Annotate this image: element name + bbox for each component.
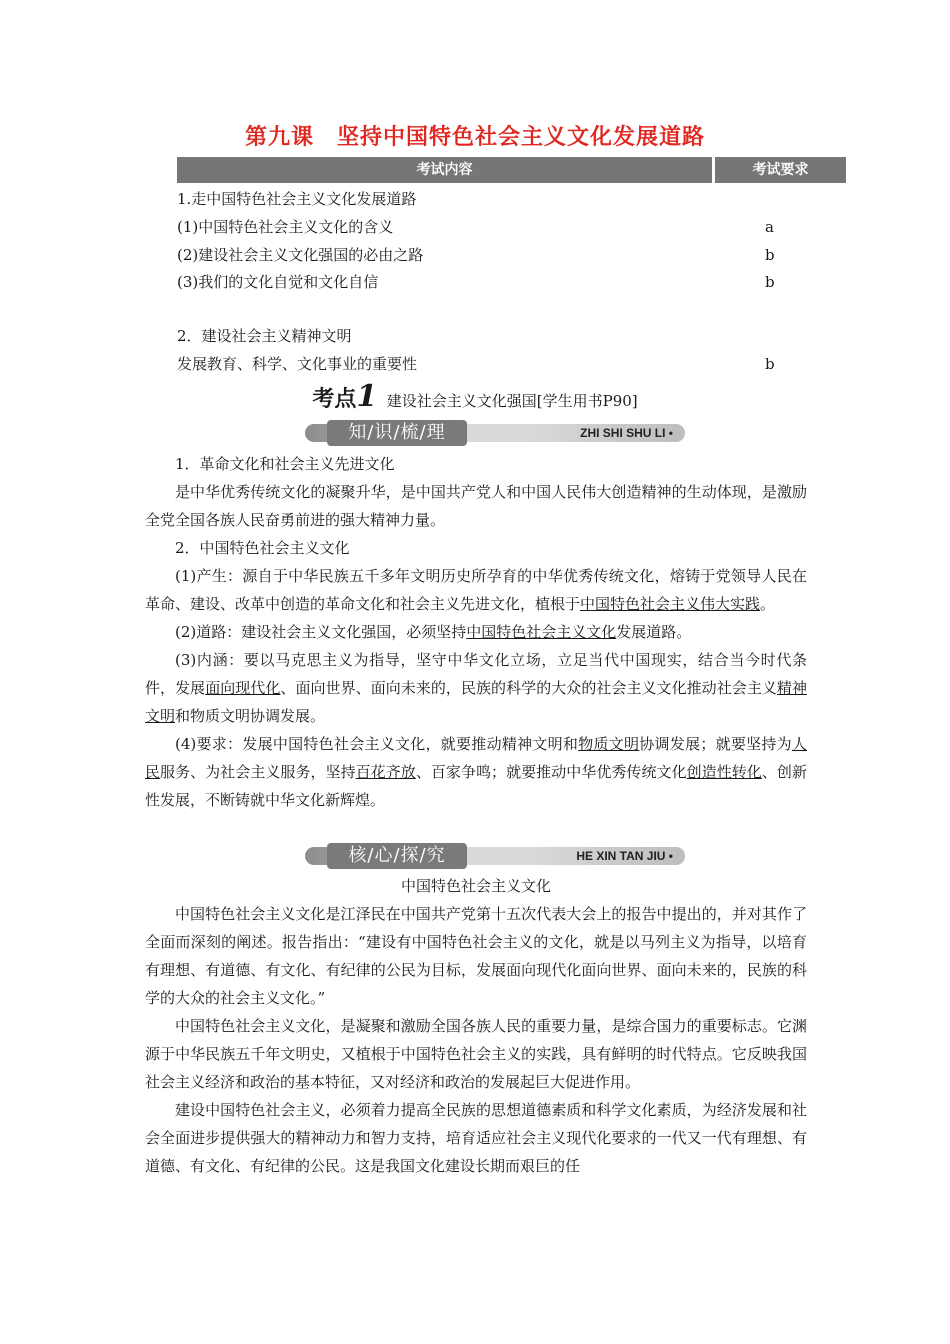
table-cell-requirement: b	[765, 273, 775, 291]
knowledge-section	[145, 450, 807, 814]
page-title: 第九课 坚持中国特色社会主义文化发展道路	[244, 125, 705, 150]
column-header-content: 考试内容	[177, 157, 712, 183]
banner-knowledge	[305, 420, 685, 446]
paragraph: (2)道路：建设社会主义文化强国，必须坚持中国特色社会主义文化发展道路。	[175, 623, 692, 641]
paragraph: 中国特色社会主义文化是江泽民在中国共产党第十五次代表大会上的报告中提出的，并对其作了全面而深刻的阐述。报告指出：“建设有中国特色社会主义的文化，就是以马列主义为指导，以培育有理想、有道德、有文化、有纪律的公民为目标，发展面向现代化面向世界、面向未来的，民族的科学的大众的社会主义文化。”	[145, 905, 807, 1007]
banner-label: 核/心/探/究	[327, 843, 467, 869]
paragraph: 中国特色社会主义文化，是凝聚和激励全国各族人民的重要力量，是综合国力的重要标志。它渊源于中华民族五千年文明史，又植根于中国特色社会主义的实践，具有鲜明的时代特点。它反映我国社会主义经济和政治的基本特征，又对经济和政治的发展起巨大促进作用。	[145, 1017, 807, 1091]
kaodian-label: 考点	[312, 387, 357, 412]
paragraph: (1)产生：源自于中华民族五千多年文明历史所孕育的中华优秀传统文化，熔铸于党领导人民在革命、建设、改革中创造的革命文化和社会主义先进文化，植根于中国特色社会主义伟大实践。	[145, 567, 807, 613]
core-subtitle: 中国特色社会主义文化	[400, 877, 551, 895]
table-row: 2．建设社会主义精神文明	[177, 327, 352, 345]
banner-core	[305, 843, 685, 869]
table-row: (1)中国特色社会主义文化的含义	[177, 218, 394, 236]
table-row: (3)我们的文化自觉和文化自信	[177, 273, 379, 291]
table-row: 发展教育、科学、文化事业的重要性	[177, 355, 418, 373]
paragraph: 是中华优秀传统文化的凝聚升华，是中国共产党人和中国人民伟大创造精神的生动体现，是激励全党全国各族人民奋勇前进的强大精神力量。	[145, 483, 807, 529]
table-row: 1.走中国特色社会主义文化发展道路	[177, 190, 417, 208]
paragraph: (3)内涵：要以马克思主义为指导，坚守中华文化立场，立足当代中国现实，结合当今时代条件，发展面向现代化、面向世界、面向未来的，民族的科学的大众的社会主义文化推动社会主义精神文明和物质文明协调发展。	[145, 651, 807, 725]
kaodian-number: 1	[356, 379, 378, 414]
table-cell-requirement: b	[765, 246, 775, 264]
section-heading	[0, 380, 950, 418]
table-cell-requirement: a	[765, 218, 774, 236]
table-cell-requirement: b	[765, 355, 775, 373]
banner-pinyin: HE XIN TAN JIU •	[576, 849, 673, 863]
banner-pinyin: ZHI SHI SHU LI •	[580, 426, 673, 440]
core-section	[145, 872, 807, 1180]
banner-label: 知/识/梳/理	[327, 420, 467, 446]
column-header-requirement: 考试要求	[715, 157, 846, 183]
heading-2: 2．中国特色社会主义文化	[175, 539, 350, 557]
paragraph: (4)要求：发展中国特色社会主义文化，就要推动精神文明和物质文明协调发展；就要坚持为人民服务、为社会主义服务，坚持百花齐放、百家争鸣；就要推动中华优秀传统文化创造性转化、创新性发展，不断铸就中华文化新辉煌。	[145, 735, 807, 809]
heading-1: 1．革命文化和社会主义先进文化	[175, 455, 395, 473]
table-row: (2)建设社会主义文化强国的必由之路	[177, 246, 424, 264]
kaodian-title: 建设社会主义文化强国[学生用书P90]	[386, 392, 638, 410]
paragraph: 建设中国特色社会主义，必须着力提高全民族的思想道德素质和科学文化素质，为经济发展和社会全面进步提供强大的精神动力和智力支持，培育适应社会主义现代化要求的一代又一代有理想、有道德、有文化、有纪律的公民。这是我国文化建设长期而艰巨的任	[145, 1101, 807, 1175]
